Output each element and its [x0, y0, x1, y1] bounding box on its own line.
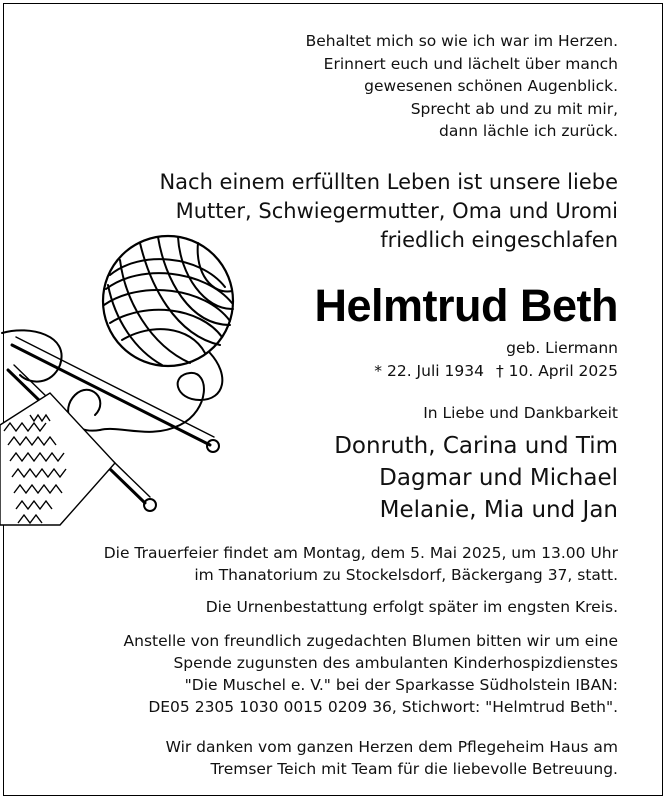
poem-line: Erinnert euch und lächelt über manch [323, 54, 618, 73]
donation-line: Anstelle von freundlich zugedachten Blumen bitten wir um eine [123, 632, 618, 650]
poem [306, 30, 618, 143]
donation-line: "Die Muschel e. V." bei der Sparkasse Südholstein IBAN: [184, 676, 618, 694]
poem-line: Sprecht ab und zu mit mir, [410, 99, 618, 118]
donation-line: DE05 2305 1030 0015 0209 36, Stichwort: "Helmtrud Beth". [148, 698, 618, 716]
funeral-info [104, 542, 618, 586]
family-name-line: Melanie, Mia und Jan [379, 497, 618, 523]
deceased-name: Helmtrud Beth [314, 280, 618, 331]
family-name-line: Dagmar und Michael [379, 465, 618, 491]
burial-line: Die Urnenbestattung erfolgt später im engsten Kreis. [205, 598, 618, 616]
death-date: † 10. April 2025 [495, 362, 618, 380]
funeral-line: im Thanatorium zu Stockelsdorf, Bäckergang 37, statt. [194, 566, 618, 584]
poem-line: Behaltet mich so wie ich war im Herzen. [305, 32, 618, 50]
burial-info [206, 596, 618, 618]
birth-date: * 22. Juli 1934 [374, 362, 484, 380]
intro-line: Mutter, Schwiegermutter, Oma und Uromi [175, 199, 618, 223]
maiden-name: geb. Liermann [506, 339, 618, 357]
gratitude-info [166, 736, 618, 780]
gratitude-line: Wir danken vom ganzen Herzen dem Pflegeheim Haus am [165, 738, 618, 756]
life-dates [374, 361, 618, 381]
thanks-line: In Liebe und Dankbarkeit [423, 404, 618, 422]
family-signatures [334, 430, 618, 526]
poem-line: dann lächle ich zurück. [439, 122, 618, 140]
intro-line: Nach einem erfüllten Leben ist unsere liebe [159, 170, 618, 194]
gratitude-line: Tremser Teich mit Team für die liebevolle Betreuung. [210, 760, 618, 778]
poem-line: gewesenen schönen Augenblick. [364, 77, 618, 95]
donation-line: Spende zugunsten des ambulanten Kinderhospizdienstes [173, 654, 618, 672]
donation-info [124, 630, 618, 718]
intro-text [159, 168, 618, 255]
funeral-line: Die Trauerfeier findet am Montag, dem 5. Mai 2025, um 13.00 Uhr [103, 544, 618, 562]
intro-line: friedlich eingeschlafen [380, 228, 618, 252]
family-name-line: Donruth, Carina und Tim [334, 433, 618, 459]
yarn-ball-knitting-needles-icon [0, 225, 245, 530]
